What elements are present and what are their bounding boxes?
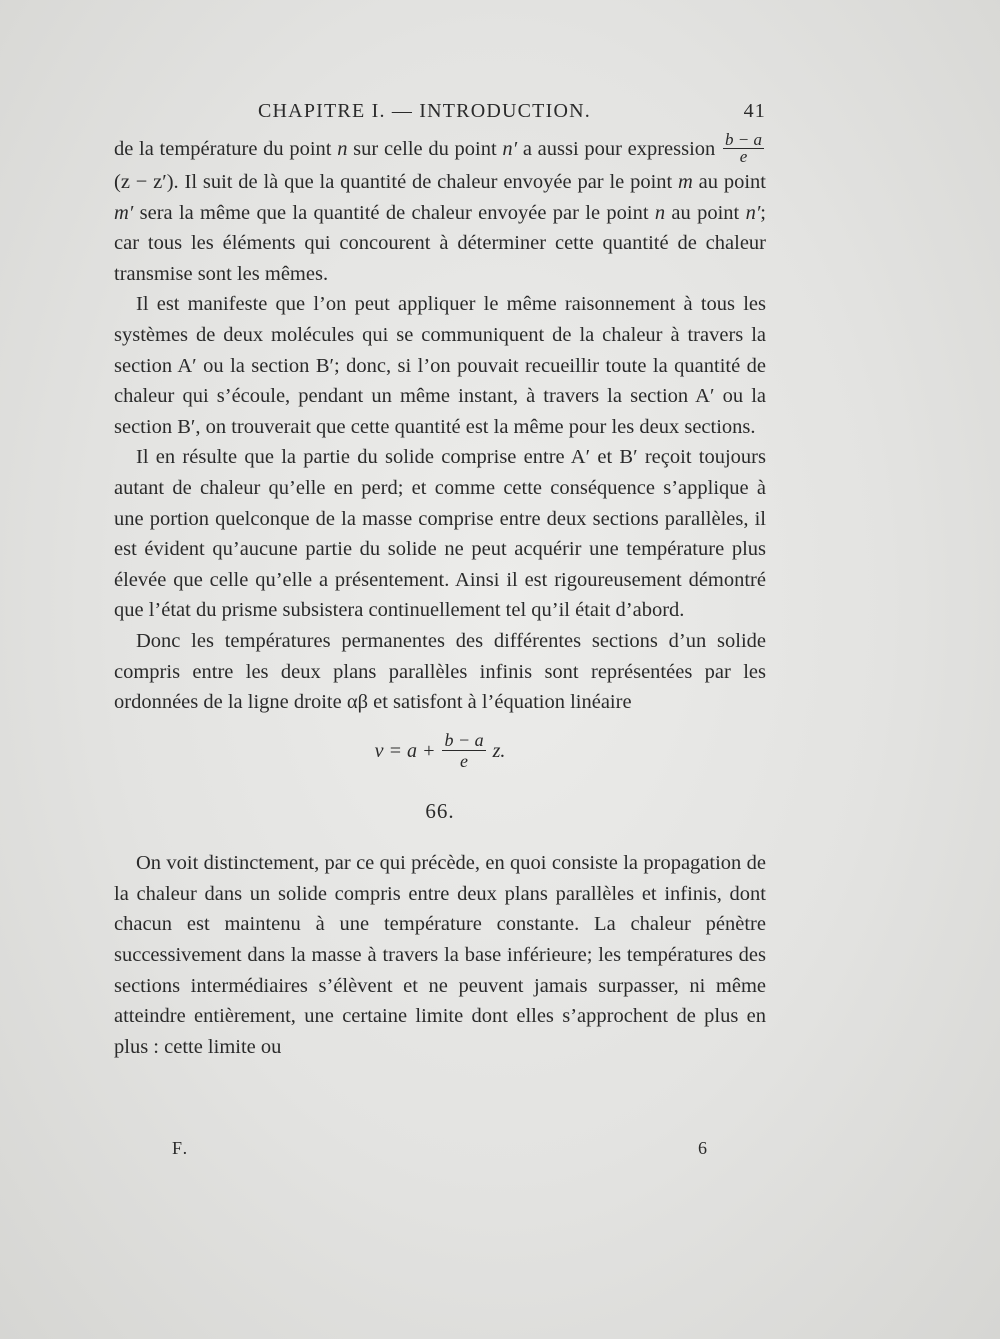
- signature-mark: F.: [172, 1138, 190, 1158]
- page-footer: [172, 1138, 707, 1164]
- text-run: au point: [665, 201, 746, 224]
- fraction-numerator: b − a: [725, 130, 762, 149]
- fraction-denominator: e: [460, 750, 469, 771]
- body-text: [114, 130, 767, 1062]
- equation-fraction: [442, 730, 485, 771]
- text-run: sera la même que la quantité de chaleur envoyée par le point: [133, 201, 655, 224]
- equation-lhs: v = a +: [374, 739, 441, 762]
- math-var: m′: [114, 201, 134, 224]
- running-header: [258, 100, 766, 130]
- text-run: au point: [692, 171, 767, 193]
- chapter-title: CHAPITRE I. — INTRODUCTION.: [258, 100, 591, 122]
- paragraph-4: Donc les températures permanentes des différentes sections d’un solide compris entre les deux plans parallèles infinis sont représentées par les ordonnées de la ligne droite αβ et satisfont à l’équation linéaire: [114, 629, 766, 714]
- equation-rhs: z.: [487, 739, 506, 762]
- math-var: n: [337, 138, 348, 161]
- signature-number: 6: [698, 1138, 707, 1158]
- text-run: sur celle du point: [347, 138, 503, 161]
- linear-equation: [114, 729, 766, 776]
- text-run: ; car tous les éléments qui concourent à déterminer cette quantité de chaleur transmise sont les mêmes.: [114, 201, 766, 285]
- math-var: n′: [745, 201, 761, 224]
- inline-fraction: [723, 132, 764, 165]
- math-var: m: [678, 171, 693, 193]
- math-var: n′: [502, 138, 518, 161]
- page-number: 41: [743, 100, 766, 122]
- text-run: a aussi pour expression: [517, 138, 722, 161]
- math-var: n: [654, 201, 666, 224]
- text-run: de la température du point: [114, 138, 338, 161]
- paragraph-1: [114, 130, 767, 289]
- fraction-denominator: e: [739, 147, 748, 166]
- fraction-numerator: b − a: [444, 729, 484, 750]
- paragraph-5: On voit distinctement, par ce qui précède, en quoi consiste la propagation de la chaleur dans un solide compris entre deux plans parallèles et infinis, dont chacun est maintenu à une température constante. La chaleur pénètre successivement dans la masse à travers la base inférieure; les températures des sections intermédiaires s’élèvent et ne peuvent jamais surpasser, ni même atteindre entièrement, une certaine limite dont elles s’approchent de plus en plus : cette limite ou: [114, 852, 766, 1058]
- text-run: (z − z′). Il suit de là que la quantité de chaleur envoyée par le point: [114, 171, 679, 193]
- paragraph-2: Il est manifeste que l’on peut appliquer le même raisonnement à tous les systèmes de deux molécules qui se communiquent de la chaleur à travers la section A′ ou la section B′; donc, si l’on pouvait recueillir toute la quantité de chaleur qui s’écoule, pendant un même instant, à travers la section A′ ou la section B′, on trouverait que cette quantité est la même pour les deux sections.: [114, 293, 766, 438]
- section-number: 66.: [425, 798, 455, 823]
- paragraph-3: Il en résulte que la partie du solide comprise entre A′ et B′ reçoit toujours autant de chaleur qu’elle en perd; et comme cette conséquence s’applique à une portion quelconque de la masse comprise entre deux sections parallèles, il est évident qu’aucune partie du solide ne peut acquérir une température plus élevée que celle qu’elle a présentement. Ainsi il est rigoureusement démontré que l’état du prisme subsistera continuellement tel qu’il était d’abord.: [114, 446, 766, 622]
